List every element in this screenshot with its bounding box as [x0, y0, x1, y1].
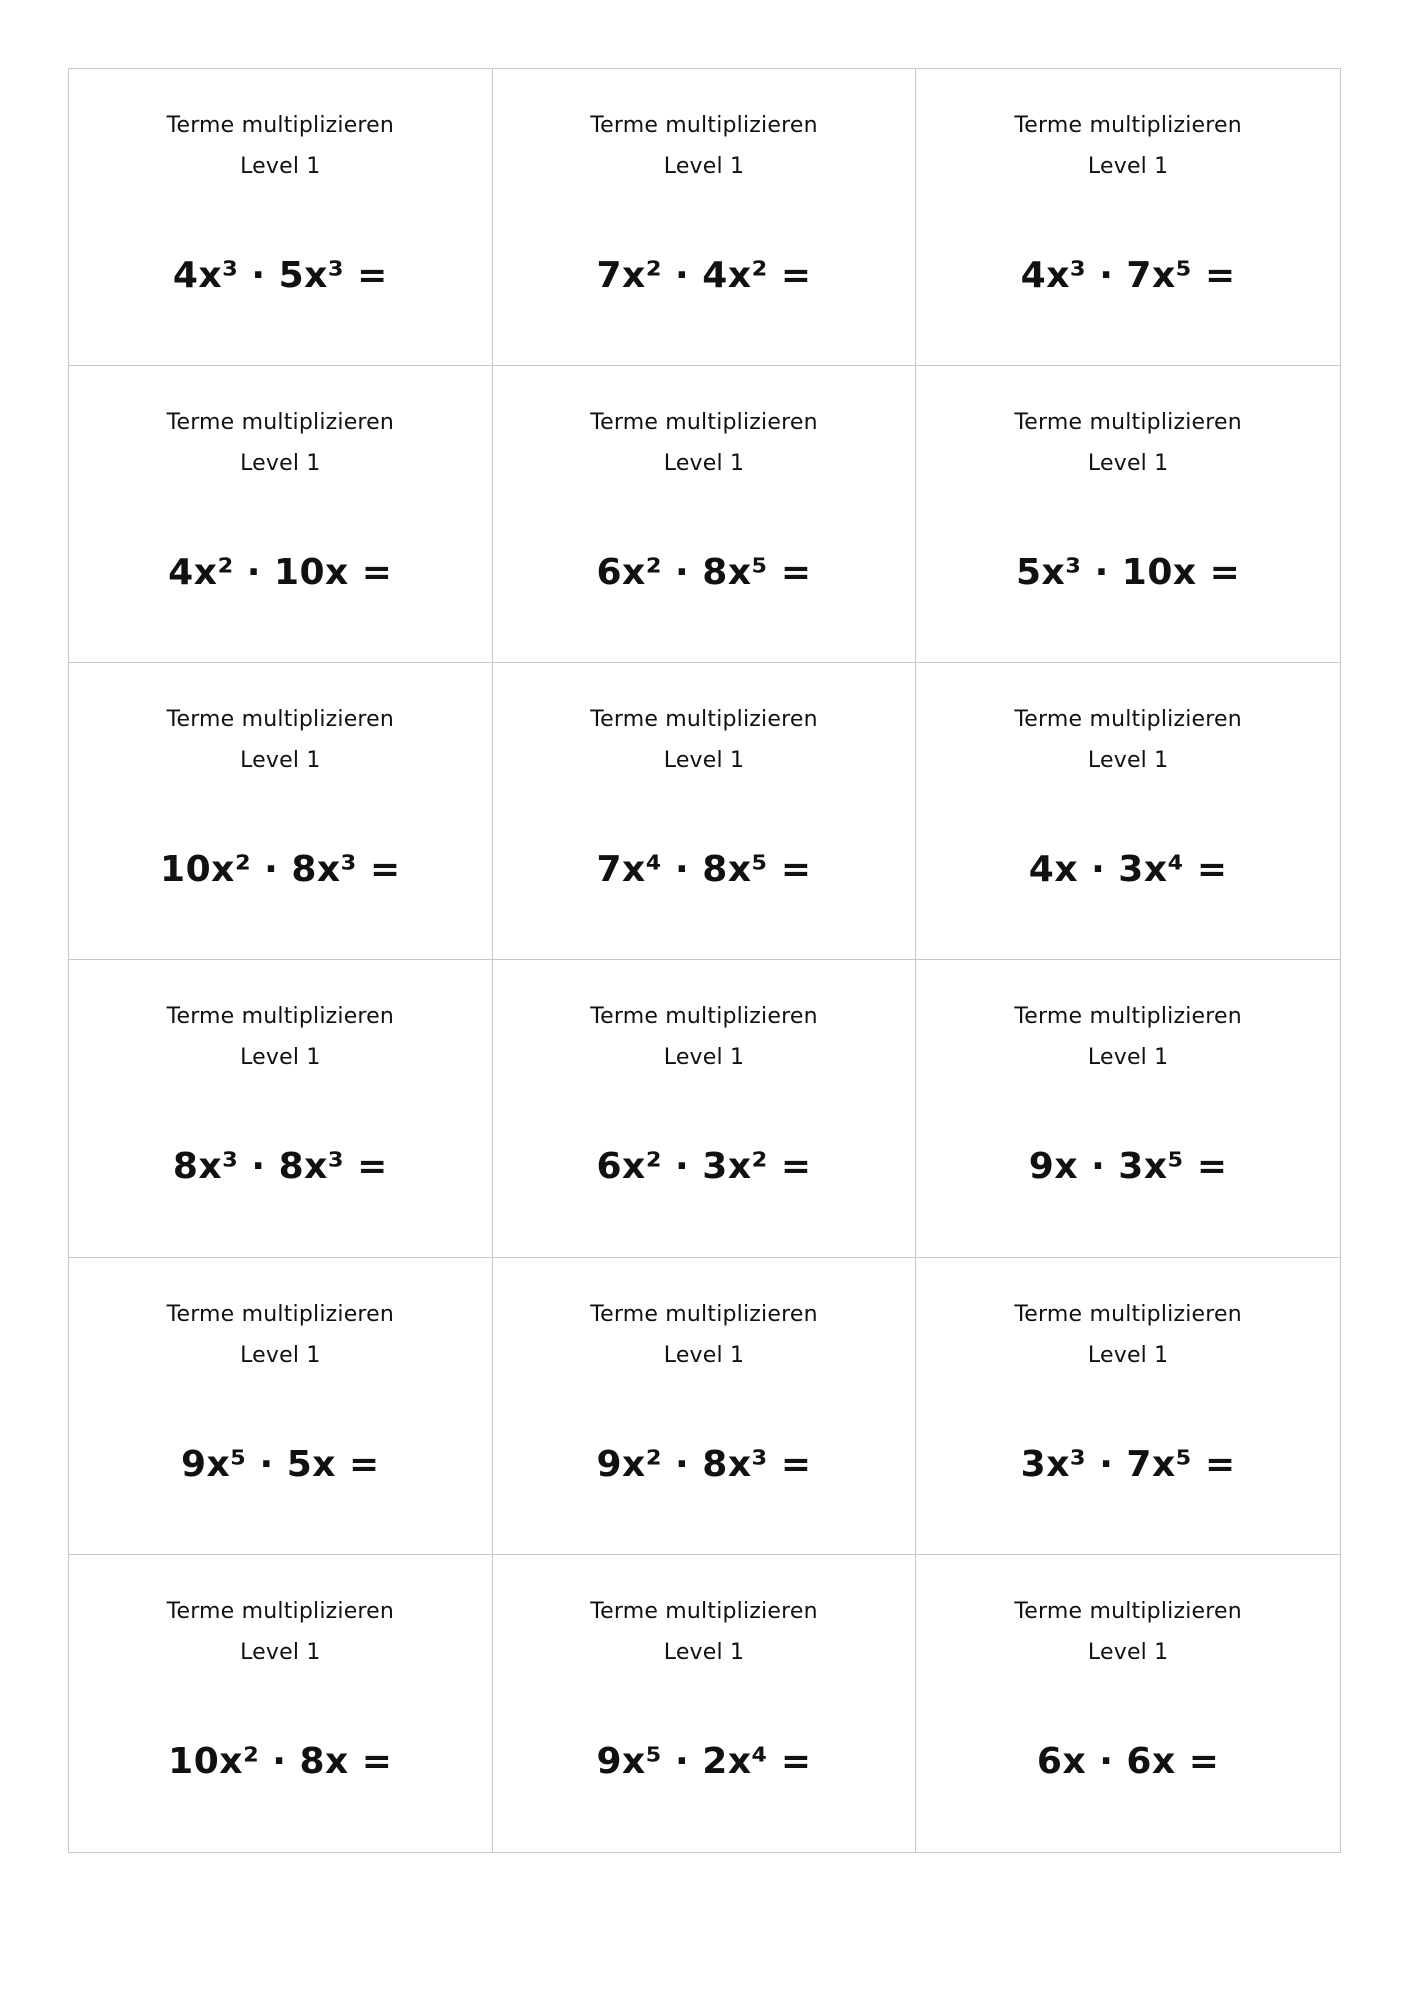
task-card — [916, 1555, 1340, 1852]
card-title: Terme multiplizieren — [590, 1004, 818, 1030]
card-expression: 4x³ · 5x³ = — [172, 255, 388, 296]
card-expression: 5x³ · 10x = — [1016, 552, 1241, 594]
card-title: Terme multiplizieren — [590, 707, 818, 733]
card-expression: 6x · 6x = — [1036, 1740, 1220, 1782]
card-level: Level 1 — [240, 748, 321, 774]
task-card — [69, 366, 493, 663]
task-card — [493, 1258, 917, 1555]
card-expression: 8x³ · 8x³ = — [172, 1146, 388, 1188]
card-expression: 7x⁴ · 8x⁵ = — [596, 849, 812, 891]
card-level: Level 1 — [240, 1639, 321, 1665]
card-level: Level 1 — [1087, 1045, 1169, 1071]
task-card — [69, 1258, 493, 1555]
card-level: Level 1 — [1087, 1342, 1169, 1368]
card-expression: 4x³ · 7x⁵ = — [1020, 255, 1236, 296]
card-level: Level 1 — [240, 1342, 321, 1368]
card-level: Level 1 — [663, 1342, 745, 1368]
card-level: Level 1 — [240, 451, 321, 477]
card-expression: 6x² · 3x² = — [596, 1146, 812, 1188]
card-sheet — [68, 68, 1341, 1853]
card-title: Terme multiplizieren — [166, 1301, 395, 1327]
task-card — [69, 663, 493, 960]
task-card — [916, 366, 1340, 663]
card-expression: 9x · 3x⁵ = — [1028, 1146, 1228, 1188]
card-expression: 3x³ · 7x⁵ = — [1020, 1443, 1236, 1485]
card-level: Level 1 — [1087, 1639, 1169, 1665]
card-level: Level 1 — [663, 748, 745, 774]
card-level: Level 1 — [1087, 748, 1169, 774]
card-title: Terme multiplizieren — [166, 707, 395, 733]
card-expression: 7x² · 4x² = — [596, 255, 812, 296]
card-level: Level 1 — [1087, 154, 1169, 179]
card-expression: 9x⁵ · 5x = — [180, 1443, 380, 1485]
card-title: Terme multiplizieren — [166, 410, 395, 436]
task-card — [493, 69, 917, 366]
task-card — [493, 366, 917, 663]
card-title: Terme multiplizieren — [166, 1004, 395, 1030]
card-level: Level 1 — [663, 1045, 745, 1071]
task-card — [69, 69, 493, 366]
task-card — [493, 663, 917, 960]
card-title: Terme multiplizieren — [590, 113, 818, 138]
card-title: Terme multiplizieren — [1014, 1598, 1242, 1624]
card-level: Level 1 — [1087, 451, 1169, 477]
card-level: Level 1 — [240, 154, 321, 179]
card-title: Terme multiplizieren — [590, 1598, 818, 1624]
card-expression: 10x² · 8x³ = — [160, 849, 401, 891]
card-expression: 9x⁵ · 2x⁴ = — [596, 1740, 812, 1782]
card-expression: 9x² · 8x³ = — [596, 1443, 812, 1485]
task-card — [69, 1555, 493, 1852]
card-level: Level 1 — [663, 451, 745, 477]
card-title: Terme multiplizieren — [166, 113, 395, 138]
card-title: Terme multiplizieren — [1014, 707, 1242, 733]
task-card — [916, 1258, 1340, 1555]
task-card — [916, 69, 1340, 366]
card-level: Level 1 — [240, 1045, 321, 1071]
card-title: Terme multiplizieren — [1014, 113, 1242, 138]
card-title: Terme multiplizieren — [1014, 410, 1242, 436]
card-title: Terme multiplizieren — [590, 1301, 818, 1327]
card-level: Level 1 — [663, 154, 745, 179]
task-card — [493, 960, 917, 1257]
card-expression: 4x · 3x⁴ = — [1028, 849, 1228, 891]
card-level: Level 1 — [663, 1639, 745, 1665]
card-title: Terme multiplizieren — [590, 410, 818, 436]
task-card — [493, 1555, 917, 1852]
task-card — [916, 663, 1340, 960]
card-expression: 10x² · 8x = — [168, 1740, 393, 1782]
task-card — [916, 960, 1340, 1257]
card-title: Terme multiplizieren — [1014, 1301, 1242, 1327]
card-expression: 6x² · 8x⁵ = — [596, 552, 812, 594]
card-title: Terme multiplizieren — [1014, 1004, 1242, 1030]
task-card — [69, 960, 493, 1257]
card-title: Terme multiplizieren — [166, 1598, 395, 1624]
card-expression: 4x² · 10x = — [168, 552, 393, 594]
